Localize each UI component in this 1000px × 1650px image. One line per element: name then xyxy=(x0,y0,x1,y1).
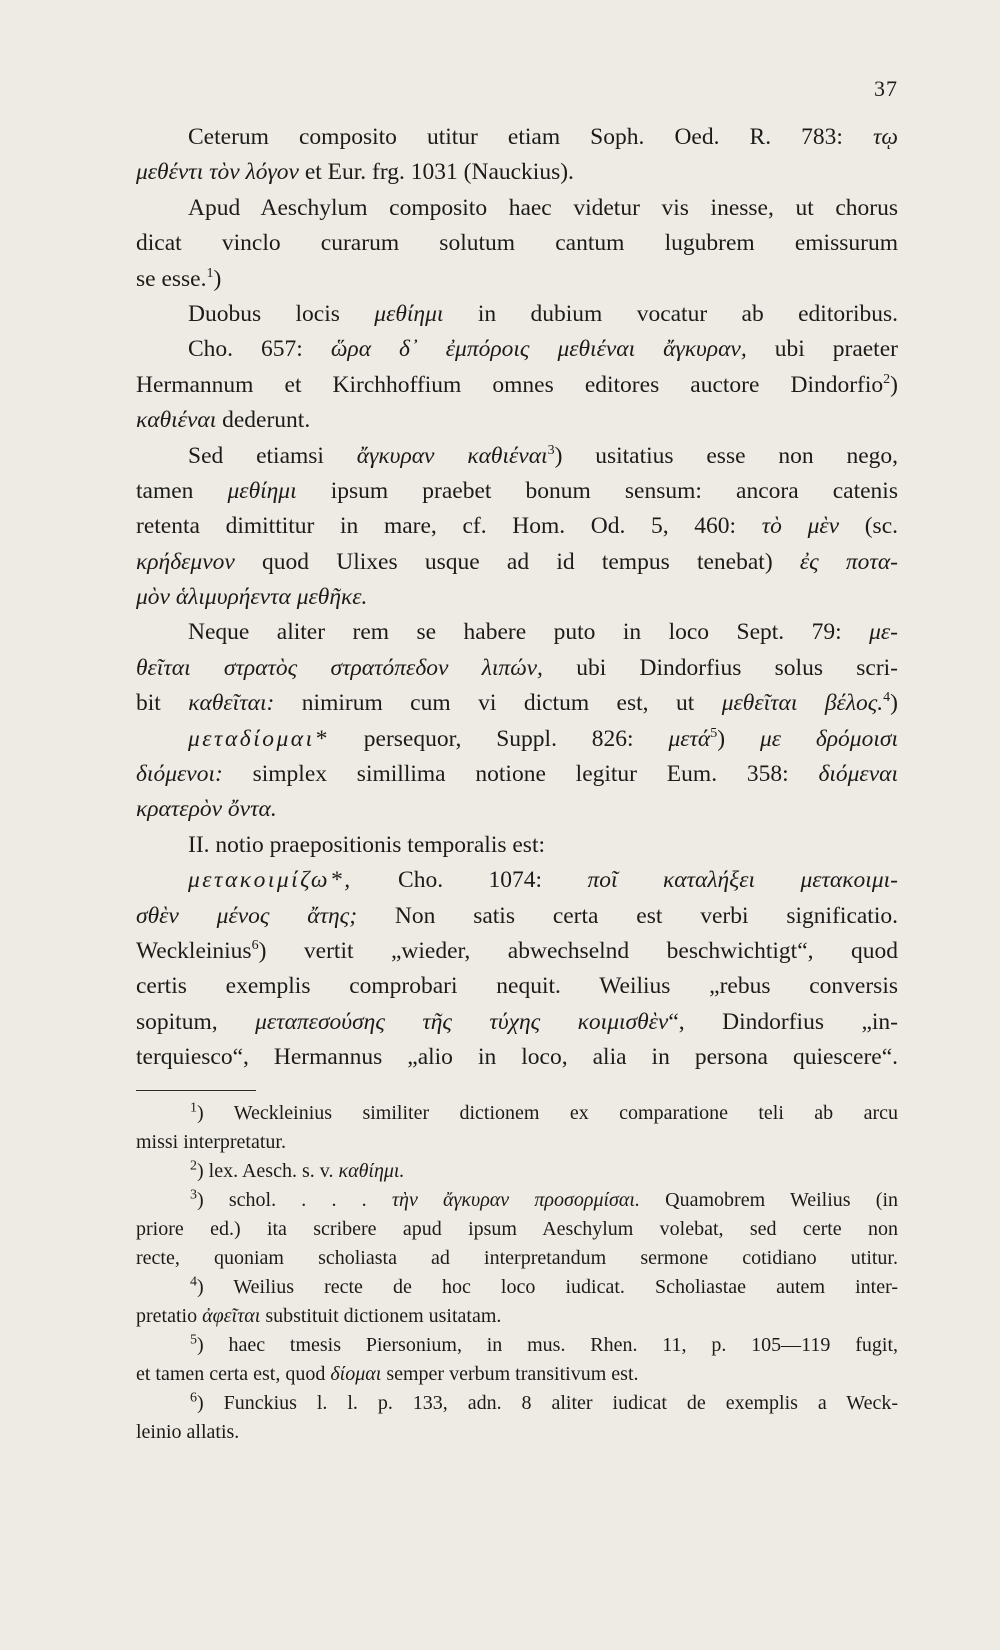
latin-text: Quamobrem Weilius (in xyxy=(639,1188,898,1211)
latin-text: ) usitatius esse non nego, xyxy=(554,442,898,469)
footnote-line xyxy=(136,1099,898,1128)
latin-text: Cho. 1074: xyxy=(352,867,588,894)
latin-text: quod Ulixes usque ad id tempus tenebat) xyxy=(234,548,800,575)
latin-text: substituit dictionem usitatam. xyxy=(260,1304,502,1327)
latin-text: (sc. xyxy=(839,513,898,540)
footnote-line xyxy=(136,1302,898,1331)
latin-text: ) haec tmesis Piersonium, in mus. Rhen. 11, p. 105—119 fugit, xyxy=(197,1333,898,1356)
latin-text: et Eur. frg. 1031 (Nauckius). xyxy=(298,159,574,186)
latin-text: Cho. 657: xyxy=(188,336,331,363)
latin-text: missi interpretatur. xyxy=(136,1130,286,1153)
latin-text: Neque aliter rem se habere puto in loco Sept. 79: xyxy=(188,619,870,646)
greek-text: ὥρα δ᾽ ἐμπόροις μεθιέναι ἄγκυραν, xyxy=(330,336,747,363)
greek-text: μεθεῖται βέλος. xyxy=(721,690,884,717)
text-line xyxy=(136,828,898,863)
text-line xyxy=(136,439,898,474)
greek-text: ἐς ποτα- xyxy=(799,548,898,575)
latin-text: ) Funckius l. l. p. 133, adn. 8 aliter iudicat de exemplis a Weck- xyxy=(197,1391,898,1414)
latin-text: Apud Aeschylum composito haec videtur vis inesse, ut chorus xyxy=(188,194,898,221)
latin-text: ) Weilius recte de hoc loco iudicat. Scholiastae autem inter- xyxy=(197,1275,898,1298)
footnote-marker: 3 xyxy=(547,442,555,458)
lemma: μεταδίομαι* xyxy=(188,725,329,752)
footnote-line xyxy=(136,1128,898,1157)
text-line xyxy=(136,403,898,438)
text-line xyxy=(136,899,898,934)
greek-text: σθὲν μένος ἄτης; xyxy=(136,902,358,929)
text-line xyxy=(136,757,898,792)
footnote-marker: 5 xyxy=(190,1331,197,1347)
greek-text: διόμενοι: xyxy=(136,761,223,788)
footnote-marker: 6 xyxy=(251,938,259,954)
latin-text: pretatio xyxy=(136,1304,203,1327)
greek-text: κρατερὸν ὄντα. xyxy=(136,796,277,823)
footnote-line xyxy=(136,1360,898,1389)
latin-text: ) xyxy=(890,690,898,717)
footnote-marker: 4 xyxy=(190,1273,197,1289)
footnote-marker: 4 xyxy=(883,690,891,706)
latin-text: Sed etiamsi xyxy=(188,442,357,469)
footnote-line xyxy=(136,1186,898,1215)
footnote-separator xyxy=(136,1090,256,1091)
latin-text: ) lex. Aesch. s. v. xyxy=(197,1159,339,1182)
latin-text: Weckleinius xyxy=(136,937,252,964)
footnote-marker: 2 xyxy=(190,1157,197,1173)
latin-text: ) vertit „wieder, abwechselnd beschwichtigt“, quod xyxy=(258,937,898,964)
latin-text: terquiesco“, Hermannus „alio in loco, alia in persona quiescere“. xyxy=(136,1044,898,1071)
text-line xyxy=(136,934,898,969)
latin-text: priore ed.) ita scribere apud ipsum Aeschylum volebat, sed certe non xyxy=(136,1217,898,1240)
footnote-marker: 3 xyxy=(190,1186,197,1202)
greek-text: καθίημι. xyxy=(338,1159,405,1182)
greek-text: μὸν ἁλιμυρήεντα μεθῆκε. xyxy=(136,584,368,611)
text-line xyxy=(136,1005,898,1040)
footnote-marker: 6 xyxy=(190,1389,197,1405)
latin-text: bit xyxy=(136,690,189,717)
latin-text: simplex simillima notione legitur Eum. 358: xyxy=(222,761,819,788)
latin-text: ipsum praebet bonum sensum: ancora catenis xyxy=(296,477,898,504)
text-line xyxy=(136,545,898,580)
greek-text: τὸ μὲν xyxy=(761,513,840,540)
text-line xyxy=(136,191,898,226)
greek-text: δίομαι xyxy=(330,1362,382,1385)
text-line xyxy=(136,686,898,721)
text-line xyxy=(136,1040,898,1075)
greek-text: τὴν ἄγκυραν προσορμίσαι. xyxy=(391,1188,640,1211)
latin-text: Non satis certa est verbi significatio. xyxy=(357,902,898,929)
latin-text: in dubium vocatur ab editoribus. xyxy=(443,300,898,327)
footnote-line xyxy=(136,1331,898,1360)
text-line xyxy=(136,863,898,898)
body-text xyxy=(136,120,898,1447)
greek-text: μεθίημι xyxy=(374,300,444,327)
greek-text: καθιέναι xyxy=(136,407,217,434)
latin-text: ) schol. . . . xyxy=(197,1188,392,1211)
text-line xyxy=(136,368,898,403)
text-line xyxy=(136,792,898,827)
latin-text: et tamen certa est, quod xyxy=(136,1362,331,1385)
footnotes xyxy=(136,1099,898,1447)
latin-text: ubi praeter xyxy=(746,336,898,363)
page-number: 37 xyxy=(874,76,898,101)
latin-text: dederunt. xyxy=(216,407,311,434)
latin-text: certis exemplis comprobari nequit. Weilius „rebus conversis xyxy=(136,973,898,1000)
latin-text: dicat vinclo curarum solutum cantum lugubrem emissurum xyxy=(136,230,898,257)
text-line xyxy=(136,509,898,544)
latin-text: II. notio praepositionis temporalis est: xyxy=(188,831,546,858)
text-line xyxy=(136,615,898,650)
footnote-line xyxy=(136,1215,898,1244)
greek-text: μεθίημι xyxy=(227,477,297,504)
latin-text: ) Weckleinius similiter dictionem ex comparatione teli ab arcu xyxy=(197,1101,898,1124)
footnote-line xyxy=(136,1389,898,1418)
greek-text: θεῖται στρατὸς στρατόπεδον λιπών, xyxy=(136,654,543,681)
latin-text: persequor, Suppl. 826: xyxy=(328,725,669,752)
text-line xyxy=(136,262,898,297)
latin-text: ) xyxy=(213,265,222,292)
main-paragraphs xyxy=(136,120,898,1076)
latin-text: se esse. xyxy=(136,265,207,292)
text-line xyxy=(136,722,898,757)
latin-text: sopitum, xyxy=(136,1008,256,1035)
latin-text: Hermannum et Kirchhoffium omnes editores auctore Dindorfio xyxy=(136,371,884,398)
greek-text: μεταπεσούσης τῆς τύχης κοιμισθὲν xyxy=(255,1008,669,1035)
text-line xyxy=(136,332,898,367)
greek-text: μεθέντι τὸν λόγον xyxy=(136,159,299,186)
greek-text: ἀφεῖται xyxy=(202,1304,261,1327)
text-line xyxy=(136,297,898,332)
footnote-line xyxy=(136,1273,898,1302)
latin-text: retenta dimittitur in mare, cf. Hom. Od. 5, 460: xyxy=(136,513,762,540)
footnote-line xyxy=(136,1418,898,1447)
greek-text: με δρόμοισι xyxy=(759,725,898,752)
text-line xyxy=(136,651,898,686)
text-line xyxy=(136,226,898,261)
footnote-line xyxy=(136,1244,898,1273)
latin-text: leinio allatis. xyxy=(136,1420,240,1443)
latin-text: ) xyxy=(890,371,898,398)
footnote-marker: 2 xyxy=(883,371,891,387)
latin-text: ubi Dindorfius solus scri- xyxy=(542,654,899,681)
greek-text: ἄγκυραν καθιέναι xyxy=(356,442,548,469)
latin-text: Duobus locis xyxy=(188,300,375,327)
latin-text: Ceterum composito utitur etiam Soph. Oed. R. 783: xyxy=(188,124,873,150)
text-line xyxy=(136,120,898,155)
lemma: μετακοιμίζω*, xyxy=(188,867,353,894)
latin-text: ) xyxy=(717,725,760,752)
footnote-marker: 5 xyxy=(710,725,718,741)
latin-text: semper verbum transitivum est. xyxy=(381,1362,639,1385)
greek-text: διόμεναι xyxy=(818,761,898,788)
latin-text: recte, quoniam scholiasta ad interpretandum sermone cotidiano utitur. xyxy=(136,1246,898,1269)
text-line xyxy=(136,580,898,615)
latin-text: tamen xyxy=(136,477,228,504)
text-line xyxy=(136,474,898,509)
greek-text: μετά xyxy=(668,725,711,752)
text-line xyxy=(136,155,898,190)
greek-text: κρήδεμνον xyxy=(136,548,235,575)
greek-text: καθεῖται: xyxy=(188,690,275,717)
text-line xyxy=(136,969,898,1004)
greek-text: τῳ xyxy=(872,124,898,150)
footnote-line xyxy=(136,1157,898,1186)
footnote-marker: 1 xyxy=(206,265,214,281)
latin-text: nimirum cum vi dictum est, ut xyxy=(274,690,722,717)
greek-text: ποῖ καταλήξει μετακοιμι- xyxy=(587,867,898,894)
latin-text: “, Dindorfius „in- xyxy=(668,1008,898,1035)
footnote-marker: 1 xyxy=(190,1099,197,1115)
greek-text: με- xyxy=(869,619,898,646)
